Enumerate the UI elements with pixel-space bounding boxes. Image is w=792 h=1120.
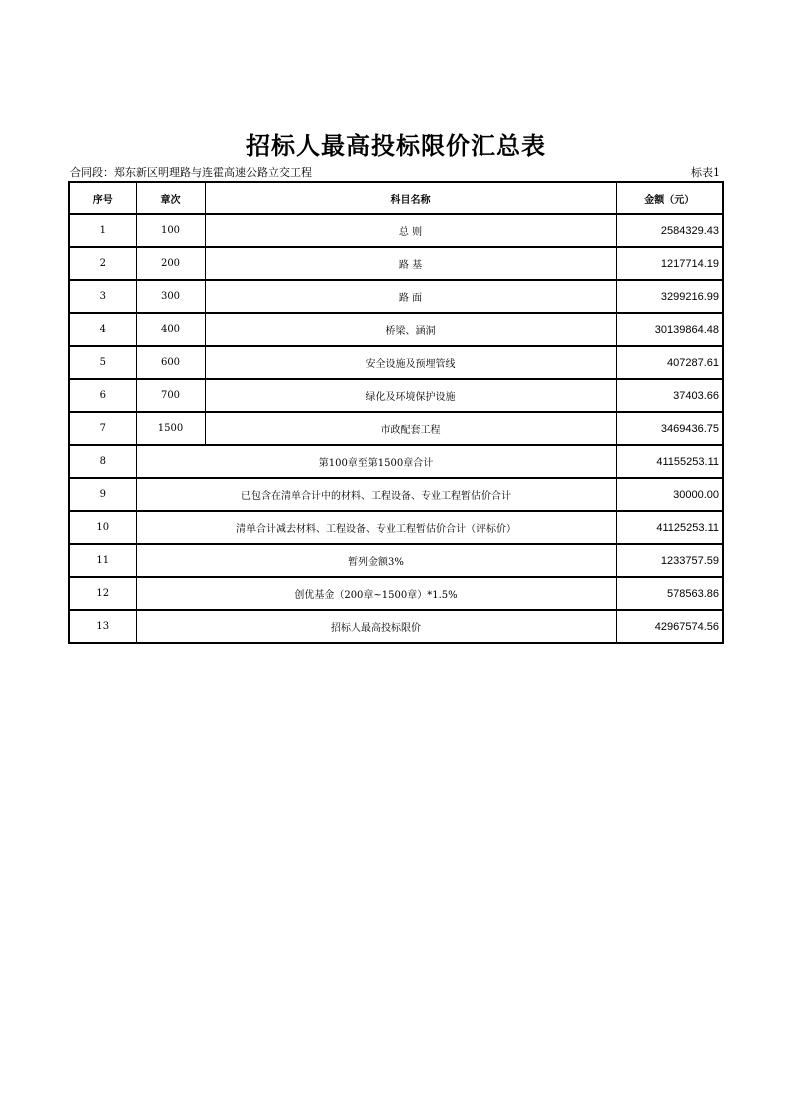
cell-amount: 3469436.75 [616, 412, 723, 445]
header-chapter: 章次 [136, 182, 205, 214]
table-row [69, 313, 723, 346]
cell-name: 桥梁、涵洞 [205, 313, 616, 346]
cell-chapter: 600 [136, 346, 205, 379]
cell-name: 第100章至第1500章合计 [136, 445, 616, 478]
cell-amount: 407287.61 [616, 346, 723, 379]
cell-name: 安全设施及预埋管线 [205, 346, 616, 379]
cell-name: 市政配套工程 [205, 412, 616, 445]
page-title: 招标人最高投标限价汇总表 [246, 132, 546, 160]
cell-seq: 13 [69, 610, 136, 643]
cell-amount: 3299216.99 [616, 280, 723, 313]
table-row [69, 280, 723, 313]
cell-seq: 3 [69, 280, 136, 313]
cell-seq: 4 [69, 313, 136, 346]
cell-amount: 41155253.11 [616, 445, 723, 478]
summary-row [69, 577, 723, 610]
cell-amount: 41125253.11 [616, 511, 723, 544]
cell-seq: 2 [69, 247, 136, 280]
cell-seq: 9 [69, 478, 136, 511]
cell-seq: 8 [69, 445, 136, 478]
cell-name: 绿化及环境保护设施 [205, 379, 616, 412]
header-amount: 金额（元） [616, 182, 723, 214]
contract-label: 合同段：郑东新区明理路与连霍高速公路立交工程 [70, 166, 312, 179]
table-row [69, 412, 723, 445]
cell-amount: 42967574.56 [616, 610, 723, 643]
cell-chapter: 100 [136, 214, 205, 247]
header-seq: 序号 [69, 182, 136, 214]
cell-seq: 6 [69, 379, 136, 412]
header-row [69, 182, 723, 214]
cell-seq: 7 [69, 412, 136, 445]
cell-name: 招标人最高投标限价 [136, 610, 616, 643]
summary-table [68, 181, 724, 644]
summary-row [69, 445, 723, 478]
summary-row [69, 511, 723, 544]
cell-amount: 37403.66 [616, 379, 723, 412]
cell-amount: 2584329.43 [616, 214, 723, 247]
header-name: 科目名称 [205, 182, 616, 214]
cell-chapter: 1500 [136, 412, 205, 445]
summary-row [69, 610, 723, 643]
cell-seq: 12 [69, 577, 136, 610]
cell-name: 路 面 [205, 280, 616, 313]
cell-amount: 30139864.48 [616, 313, 723, 346]
cell-chapter: 200 [136, 247, 205, 280]
summary-row [69, 544, 723, 577]
table-row [69, 346, 723, 379]
cell-seq: 10 [69, 511, 136, 544]
summary-row [69, 478, 723, 511]
cell-name: 清单合计减去材料、工程设备、专业工程暂估价合计（评标价） [136, 511, 616, 544]
cell-seq: 5 [69, 346, 136, 379]
cell-amount: 578563.86 [616, 577, 723, 610]
cell-amount: 1233757.59 [616, 544, 723, 577]
cell-amount: 30000.00 [616, 478, 723, 511]
cell-name: 暂列金额3% [136, 544, 616, 577]
cell-name: 总 则 [205, 214, 616, 247]
cell-chapter: 300 [136, 280, 205, 313]
cell-name: 创优基金（200章~1500章）*1.5% [136, 577, 616, 610]
cell-chapter: 400 [136, 313, 205, 346]
table-row [69, 247, 723, 280]
cell-seq: 11 [69, 544, 136, 577]
cell-name: 路 基 [205, 247, 616, 280]
cell-seq: 1 [69, 214, 136, 247]
cell-amount: 1217714.19 [616, 247, 723, 280]
table-row [69, 379, 723, 412]
table-number: 标表1 [691, 166, 720, 179]
table-row [69, 214, 723, 247]
cell-name: 已包含在清单合计中的材料、工程设备、专业工程暂估价合计 [136, 478, 616, 511]
cell-chapter: 700 [136, 379, 205, 412]
